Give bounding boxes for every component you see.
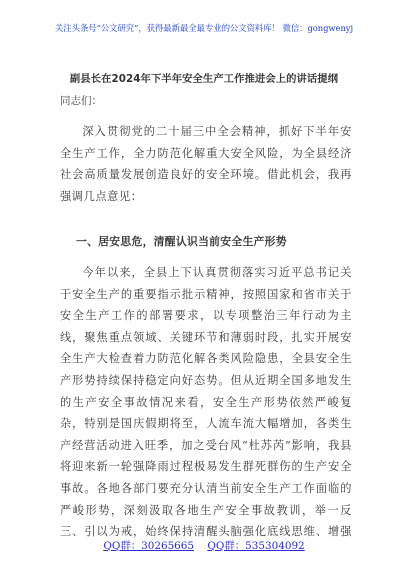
intro-paragraph: 深入贯彻党的二十届三中全会精神，抓好下半年安全生产工作，全力防范化解重大安全风险，为全县经济社会高质量发展创造良好的安全环境。借此机会，我再强调几点意见： bbox=[60, 125, 352, 203]
section-heading: 一、居安思危，清醒认识当前安全生产形势 bbox=[76, 235, 287, 248]
document-title: 副县长在2024年下半年安全生产工作推进会上的讲话提纲 bbox=[69, 73, 339, 85]
salutation: 同志们： bbox=[60, 95, 102, 107]
qq-group-link-2[interactable]: QQ群：535304092 bbox=[207, 540, 305, 552]
footer bbox=[0, 537, 408, 552]
qq-group-link-1[interactable]: QQ群：30265665 bbox=[103, 540, 195, 552]
body-paragraph: 今年以来，全县上下认真贯彻落实习近平总书记关于安全生产的重要指示批示精神，按照国家和省市关于安全生产工作的部署要求，以专项整治三年行动为主线，聚焦重点领域、关键环节和薄弱时段，扎实开展安全生产大检查着力防范化解各类风险隐患，全县安全生产形势持续保持稳定向好态势。但从近期全国多地发生的生产安全事故情况来看，安全生产形势依然严峻复杂，特别是国庆假期将至，人流车流大幅增加，各类生产经营活动进入旺季，加之受台风“杜苏芮”影响，我县将迎来新一轮强降雨过程极易发生群死群伤的生产安全事故。各地各部门要充分认清当前安全生产工作面临的严峻形势，深刻汲取各地生产安全事故教训，举一反三、引以为戒，始终保持清醒头脑强化底线思维、增强 bbox=[60, 266, 352, 539]
promo-banner: 关注头条号“公文研究”，获得最新最全最专业的公文资料库！ 微信：gongwenyj bbox=[54, 23, 354, 33]
